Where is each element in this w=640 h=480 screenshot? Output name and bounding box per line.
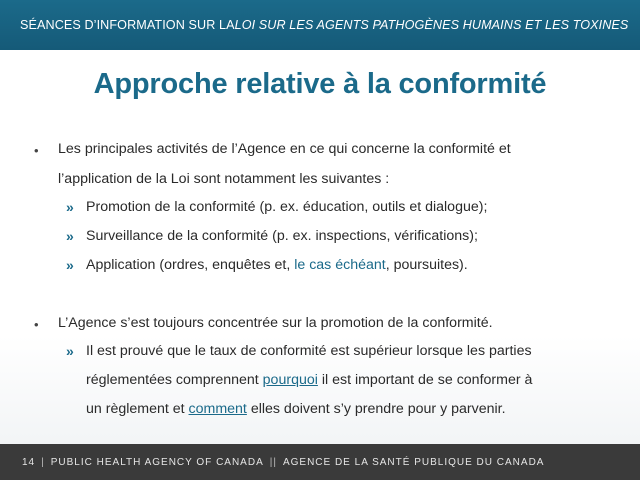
footer-agency-fr: AGENCE DE LA SANTÉ PUBLIQUE DU CANADA [282, 456, 545, 468]
evidence-line-2-post: il est important de se conformer à [317, 372, 533, 388]
header-bar [0, 0, 640, 50]
bullet-1-line-1: Les principales activités de l’Agence en ce qui concerne la conformité et [58, 141, 511, 157]
footer-separator: | [41, 456, 45, 468]
slide-title: Approche relative à la conformité [93, 68, 547, 100]
sub-item-promotion: Promotion de la conformité (p. ex. éducation, outils et dialogue); [86, 199, 488, 215]
evidence-line-3-pre: un règlement et [86, 401, 189, 417]
highlight-le-cas-echeant: le cas échéant [294, 257, 386, 273]
footer-agency-en: PUBLIC HEALTH AGENCY OF CANADA [50, 456, 264, 468]
link-pourquoi[interactable]: pourquoi [262, 372, 318, 388]
sub-item-application [86, 257, 468, 273]
application-text-pre: Application (ordres, enquêtes et, [86, 257, 295, 273]
sub-item-evidence-line-3 [86, 401, 506, 417]
link-comment[interactable]: comment [188, 401, 247, 417]
sub-bullet-marker: » [66, 228, 74, 244]
bullet-2-line-1: L’Agence s’est toujours concentrée sur la promotion de la conformité. [58, 315, 493, 331]
evidence-line-2-pre: réglementées comprennent [86, 372, 263, 388]
sub-bullet-marker: » [66, 199, 74, 215]
footer-separator-double: || [269, 456, 277, 468]
sub-item-evidence-line-2 [86, 372, 532, 388]
evidence-line-3-post: elles doivent s’y prendre pour y parvenir. [246, 401, 506, 417]
header-prefix: SÉANCES D’INFORMATION SUR LA [20, 18, 235, 32]
bullet-marker: • [34, 143, 39, 158]
sub-item-surveillance: Surveillance de la conformité (p. ex. inspections, vérifications); [86, 228, 478, 244]
sub-item-evidence-line-1: Il est prouvé que le taux de conformité est supérieur lorsque les parties [86, 343, 532, 359]
bullet-marker: • [34, 317, 39, 332]
header-law-title: LOI SUR LES AGENTS PATHOGÈNES HUMAINS ET LES TOXINES [234, 18, 629, 32]
sub-bullet-marker: » [66, 343, 74, 359]
application-text-post: , poursuites). [385, 257, 468, 273]
sub-bullet-marker: » [66, 257, 74, 273]
footer-bar [0, 444, 640, 480]
bullet-1-line-2: l’application de la Loi sont notamment les suivantes : [58, 171, 390, 187]
page-number: 14 [22, 456, 36, 468]
